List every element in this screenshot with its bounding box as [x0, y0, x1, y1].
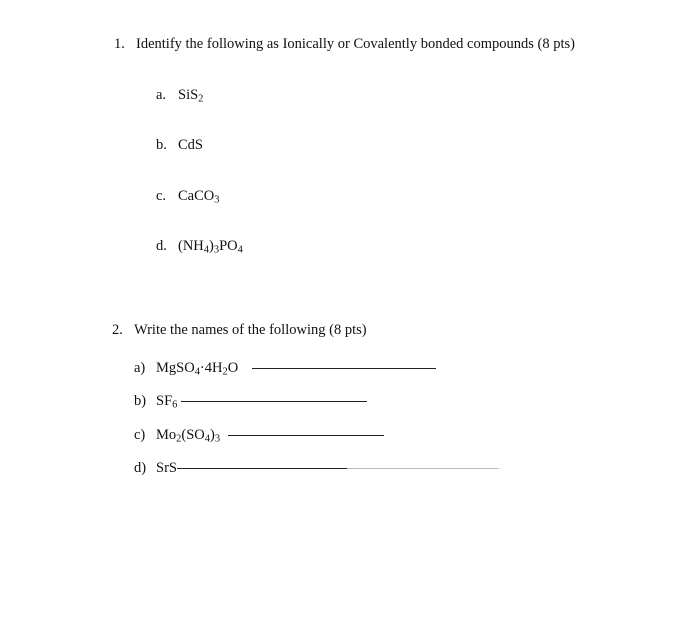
q1-item-c — [156, 188, 219, 205]
question-2-prompt: Write the names of the following (8 pts) — [134, 322, 367, 338]
q2-item-b-answer-line[interactable] — [181, 400, 367, 402]
formula-text: ) — [209, 238, 214, 254]
formula-text: ·4H — [199, 360, 223, 376]
formula-subscript: 3 — [213, 244, 220, 256]
formula-subscript: 4 — [194, 366, 200, 378]
q2-item-a-answer-line[interactable] — [252, 367, 436, 369]
q1-item-a-letter: a. — [156, 87, 167, 103]
q1-item-a-formula — [178, 87, 203, 103]
formula-text: PO — [219, 238, 238, 254]
q2-item-b — [134, 393, 367, 410]
q1-item-c-formula — [178, 188, 219, 204]
q2-item-a — [134, 360, 436, 377]
formula-subscript: 2 — [198, 93, 204, 105]
formula-text: SiS — [178, 87, 199, 103]
formula-subscript: 4 — [204, 433, 210, 445]
q2-item-c-letter: c) — [134, 427, 146, 443]
question-1-number: 1. — [114, 36, 125, 52]
q2-item-d-answer-line-extension — [347, 467, 499, 469]
formula-subscript: 2 — [176, 433, 182, 445]
formula-text: O — [227, 360, 239, 376]
formula-text: Mo — [156, 427, 177, 443]
formula-subscript: 4 — [237, 244, 243, 256]
formula-text: SrS — [156, 460, 177, 476]
q1-item-a — [156, 87, 203, 104]
q2-item-d-answer-line[interactable] — [177, 467, 347, 469]
q1-item-c-letter: c. — [156, 188, 167, 204]
q1-item-d-formula — [178, 238, 243, 254]
q2-item-c-answer-line[interactable] — [228, 434, 384, 436]
formula-text: (SO — [181, 427, 205, 443]
formula-text: (NH — [178, 238, 204, 254]
q2-item-c — [134, 427, 384, 444]
q2-item-c-formula — [156, 427, 220, 443]
q2-item-d-formula — [156, 460, 177, 476]
q2-item-a-letter: a) — [134, 360, 146, 376]
q1-item-b-formula — [178, 137, 203, 153]
formula-subscript: 6 — [172, 399, 178, 411]
q1-item-b-letter: b. — [156, 137, 167, 153]
q2-item-a-formula — [156, 360, 238, 376]
formula-text: CaCO — [178, 188, 215, 204]
formula-subscript: 2 — [222, 366, 228, 378]
q1-item-d — [156, 238, 243, 255]
q2-item-d — [134, 460, 499, 477]
question-2-header — [112, 322, 367, 339]
formula-subscript: 3 — [214, 194, 220, 206]
question-2-number: 2. — [112, 322, 123, 338]
q2-item-b-formula — [156, 393, 177, 409]
formula-text: SF — [156, 393, 173, 409]
q1-item-d-letter: d. — [156, 238, 167, 254]
formula-subscript: 4 — [203, 244, 209, 256]
q1-item-b — [156, 137, 203, 154]
formula-text: CdS — [178, 137, 203, 153]
q2-item-b-letter: b) — [134, 393, 147, 409]
formula-text: MgSO — [156, 360, 195, 376]
question-1-prompt: Identify the following as Ionically or Covalently bonded compounds (8 pts) — [136, 36, 575, 52]
formula-text: ) — [209, 427, 215, 443]
formula-subscript: 3 — [214, 433, 221, 445]
q2-item-d-letter: d) — [134, 460, 147, 476]
question-1-header — [114, 36, 575, 53]
